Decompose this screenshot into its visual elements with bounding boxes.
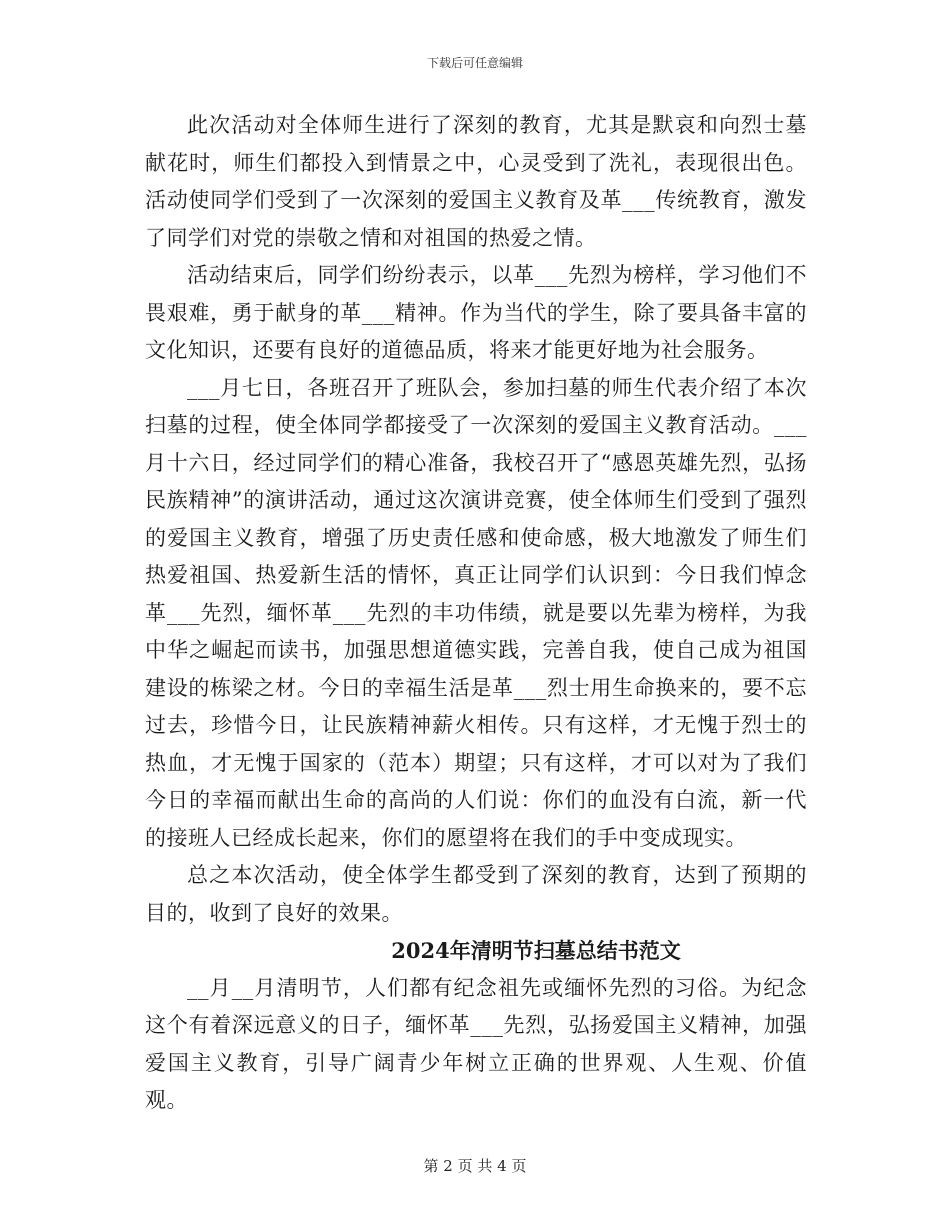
page-number: 第 2 页 共 4 页	[423, 1157, 527, 1175]
paragraph-qingming-intro: __月__月清明节，人们都有纪念祖先或缅怀先烈的习俗。为纪念这个有着深远意义的日子，缅怀革___先烈，弘扬爱国主义精神，加强爱国主义教育，引导广阔青少年树立正确的世界观、人生观、价值观。	[145, 975, 807, 1112]
header-note: 下载后可任意编辑	[426, 56, 523, 70]
section-title: 2024年清明节扫墓总结书范文	[391, 938, 681, 963]
paragraph-class-meetings: ___月七日，各班召开了班队会，参加扫墓的师生代表介绍了本次扫墓的过程，使全体同学都接受了一次深刻的爱国主义教育活动。___月十六日，经过同学们的精心准备，我校召开了“感恩英雄先烈，弘扬民族精神”的演讲活动，通过这次演讲竞赛，使全体师生们受到了强烈的爱国主义教育，增强了历史责任感和使命感，极大地激发了师生们热爱祖国、热爱新生活的情怀，真正让同学们认识到：今日我们悼念革___先烈，缅怀革___先烈的丰功伟绩，就是要以先辈为榜样，为我中华之崛起而读书，加强思想道德实践，完善自我，使自己成为祖国建设的栋梁之材。今日的幸福生活是革___烈士用生命换来的，要不忘过去，珍惜今日，让民族精神薪火相传。只有这样，才无愧于烈士的热血，才无愧于国家的（范本）期望；只有这样，才可以对为了我们今日的幸福而献出生命的高尚的人们说：你们的血没有白流，新一代的接班人已经成长起来，你们的愿望将在我们的手中变成现实。	[145, 375, 807, 850]
document-body	[145, 107, 807, 1120]
paragraph-conclusion: 总之本次活动，使全体学生都受到了深刻的教育，达到了预期的目的，收到了良好的效果。	[145, 863, 807, 925]
paragraph-activity-effect: 此次活动对全体师生进行了深刻的教育，尤其是默哀和向烈士墓献花时，师生们都投入到情景之中，心灵受到了洗礼，表现很出色。活动使同学们受到了一次深刻的爱国主义教育及革___传统教育，激发了同学们对党的崇敬之情和对祖国的热爱之情。	[145, 113, 807, 250]
paragraph-after-activity: 活动结束后，同学们纷纷表示，以革___先烈为榜样，学习他们不畏艰难，勇于献身的革___精神。作为当代的学生，除了要具备丰富的文化知识，还要有良好的道德品质，将来才能更好地为社会服务。	[145, 263, 807, 362]
